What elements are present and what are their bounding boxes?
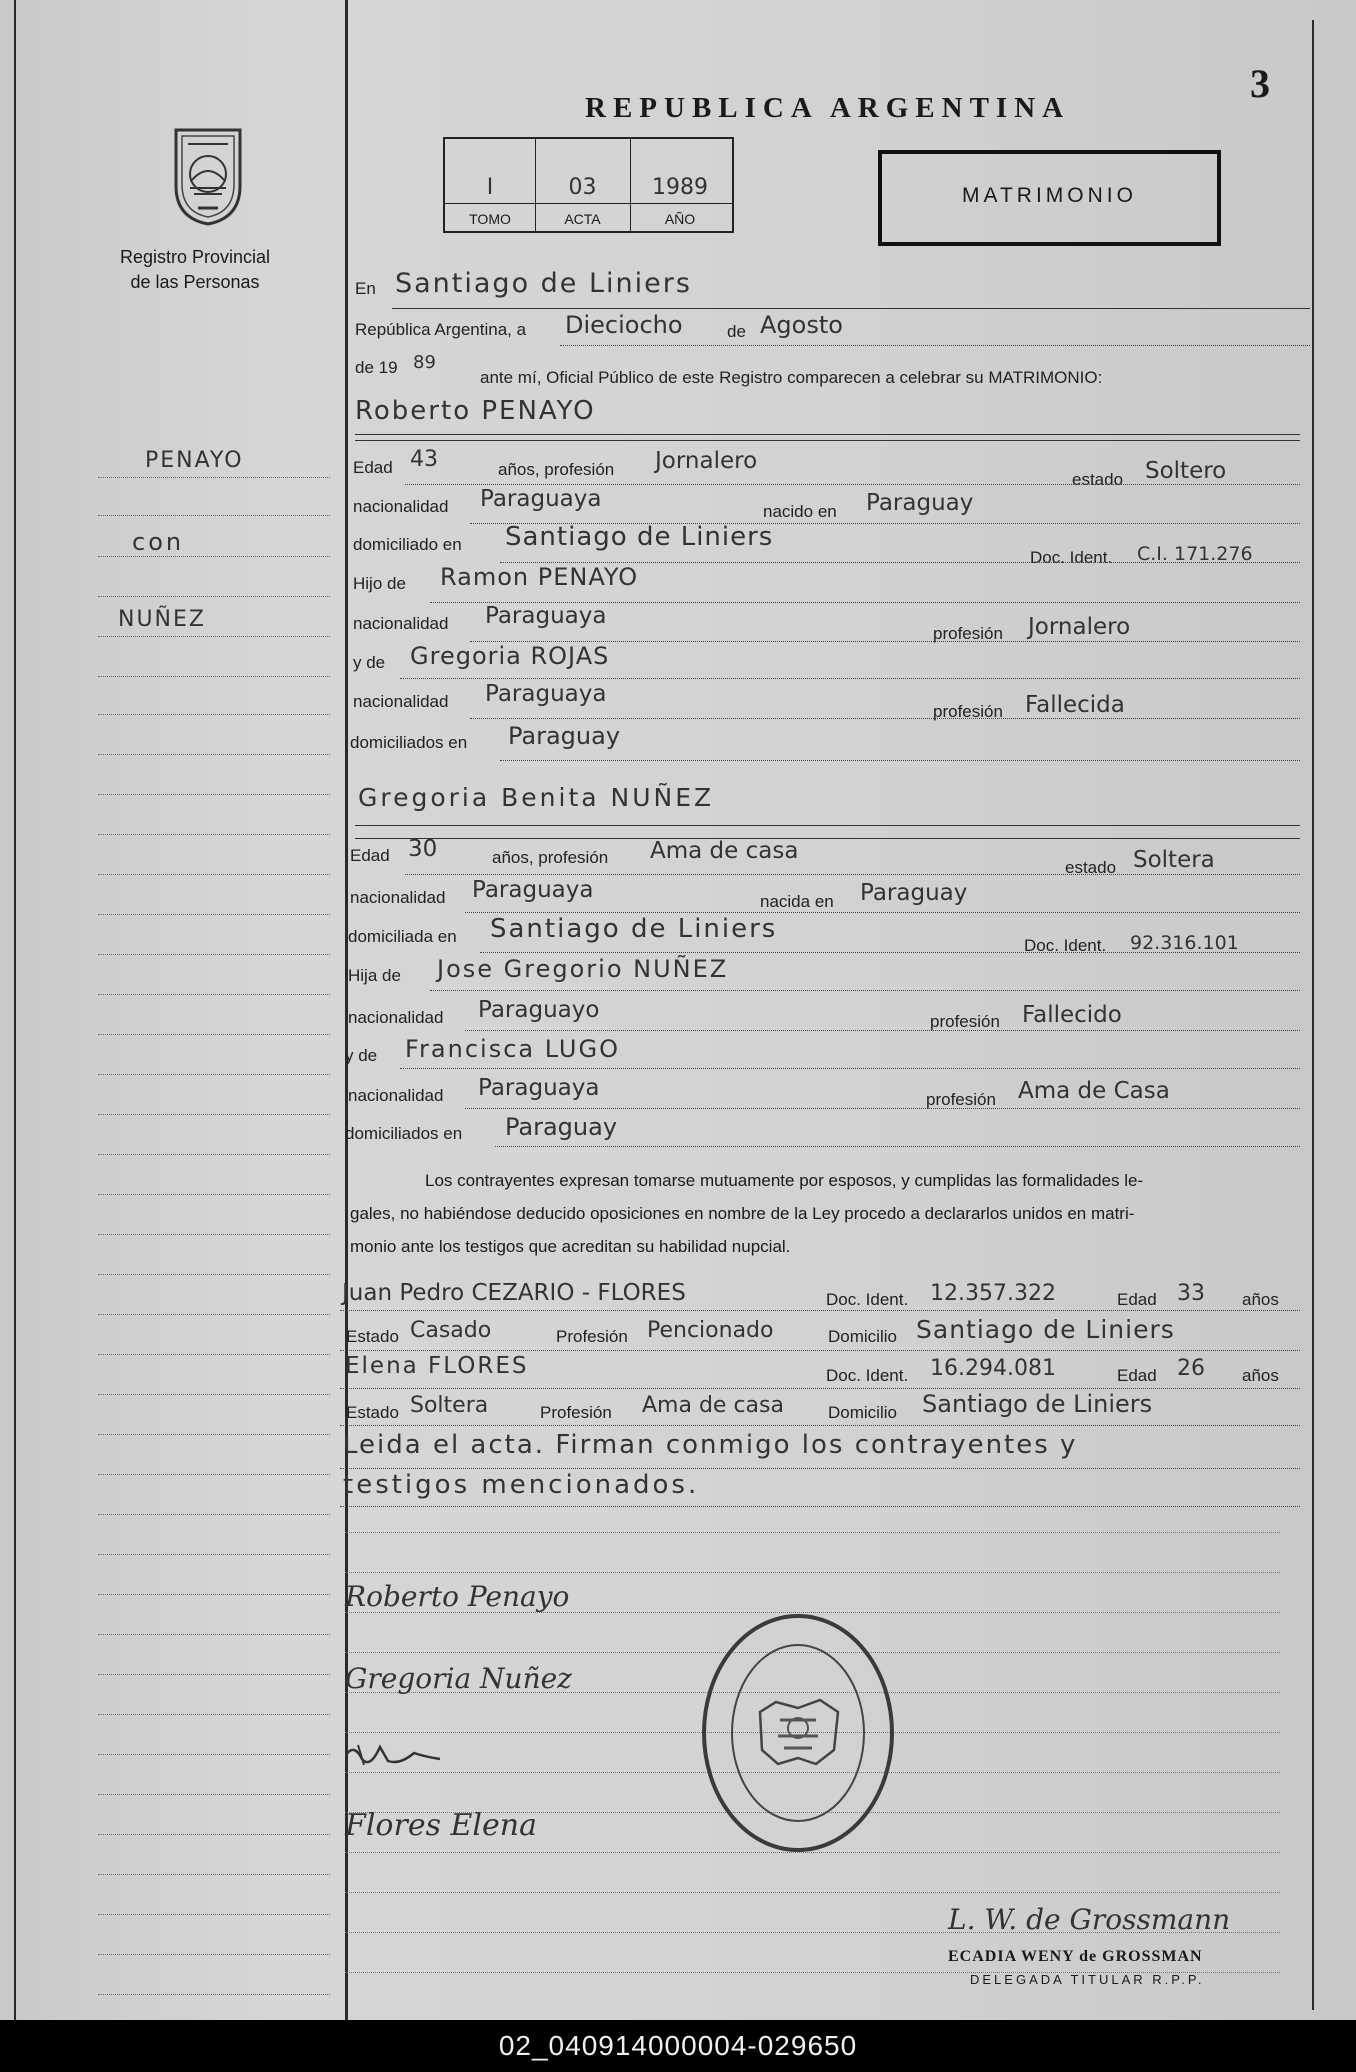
margin-surname-bride: NUÑEZ <box>118 607 206 632</box>
witness2-age: 26 <box>1177 1356 1205 1381</box>
witness2-profession: Ama de casa <box>642 1393 784 1418</box>
witness1-domicile: Santiago de Liniers <box>916 1315 1175 1344</box>
ano-value: 1989 <box>652 175 708 200</box>
groom-age: 43 <box>410 447 438 472</box>
groom-mother: Gregoria ROJAS <box>410 642 610 670</box>
bride-document: 92.316.101 <box>1130 932 1239 954</box>
bride-mother: Francisca LUGO <box>405 1035 620 1063</box>
signature-groom: Roberto Penayo <box>345 1580 570 1613</box>
act-type-label: MATRIMONIO <box>962 184 1137 207</box>
bride-nationality: Paraguaya <box>472 877 594 903</box>
witness1-name: Juan Pedro CEZARIO - FLORES <box>342 1280 686 1306</box>
witness1-profession: Pencionado <box>647 1318 774 1343</box>
signature-bride: Gregoria Nuñez <box>345 1662 572 1695</box>
official-stamp-icon <box>700 1612 896 1854</box>
right-border <box>1312 20 1314 2010</box>
groom-document: C.I. 171.276 <box>1137 543 1253 565</box>
acta-value: 03 <box>568 175 597 200</box>
registry-name: Registro Provincial de las Personas <box>120 247 271 292</box>
signature-witness2: Flores Elena <box>345 1808 537 1843</box>
witness1-status: Casado <box>410 1318 492 1343</box>
groom-father-profession: Jornalero <box>1028 614 1131 640</box>
bride-father-nationality: Paraguayo <box>478 997 600 1023</box>
groom-name: Roberto PENAYO <box>355 396 596 426</box>
groom-birthplace: Paraguay <box>866 490 974 516</box>
bride-father-profession: Fallecido <box>1022 1002 1122 1028</box>
groom-mother-profession: Fallecida <box>1025 692 1125 718</box>
groom-father-nationality: Paraguaya <box>485 603 607 629</box>
tomo-value: I <box>486 175 494 200</box>
officer-title: DELEGADA TITULAR R.P.P. <box>970 1972 1205 1987</box>
ano-label: AÑO <box>664 211 696 227</box>
witness1-age: 33 <box>1177 1281 1205 1306</box>
left-border <box>14 0 16 2020</box>
officer-name: ECADIA WENY de GROSSMAN <box>948 1948 1203 1965</box>
groom-domicile: Santiago de Liniers <box>505 522 774 552</box>
margin-connector: con <box>132 528 185 556</box>
bride-profession: Ama de casa <box>650 838 799 864</box>
ceremony-day: Dieciocho <box>565 311 683 339</box>
groom-mother-nationality: Paraguaya <box>485 681 607 707</box>
bride-name: Gregoria Benita NUÑEZ <box>358 783 715 812</box>
witness2-status: Soltera <box>410 1393 489 1418</box>
witness2-document: 16.294.081 <box>930 1356 1056 1381</box>
certificate-page: 3 REPUBLICA ARGENTINA Registro Provincial de las Personas I TOMO 03 ACTA 1989 AÑO MATRIMONIO PENAYO con NUÑEZ En Santiago de Liniers República Argentina, a Dieciocho de Agosto de 19 89 ante mí, Oficial Público de este Registro comparecen a celebrar su MATRIMONIO: Roberto PENAYO Edad 43 años, profesión Jornalero estado Soltero nacionalidad Paraguaya nacido en Paraguay domiciliado en Santiago de Liniers Doc. Ident. C.I. 171.276 Hijo de Ramon PENAYO nacionalidad Paraguaya profesión Jornalero y de Gregoria ROJAS nacionalidad Paraguaya profesión Fallecida domiciliados en Paraguay Gregoria Benita NUÑEZ Edad 30 años, profesión Ama de casa estado Soltera nacionalidad Paraguaya nacida en Paraguay domiciliada en Santiago de Liniers Doc. Ident. 92.316.101 Hija de Jose Gregorio NUÑEZ nacionalidad Paraguayo profesión Fallecido y de Francisca LUGO nacionalidad Paraguaya profesión Ama de Casa domiciliados en Paraguay Los contrayentes expresan tomarse mutuamente por esposos, y cumplidas las formalidades le- gales, no habiéndose deducido oposiciones en nombre de la Ley procedo a declararlos unidos en matri- monio ante los testigos que acreditan su habilidad nupcial. Juan Pedro CEZARIO - FLORES Doc. Ident. 12.357.322 Edad 33 años Estado Casado Profesión Pencionado Domicilio Santiago de Liniers Elena FLORES Doc. Ident. 16.294.081 Edad 26 años Estado Soltera Profesión Ama de casa Domicilio Santiago de Liniers Leida el acta. Firman conmigo los contrayentes y testigos mencionados. Roberto Penayo Gregoria Nuñez Flores Elena L. W. de Grossmann ECADIA WENY de GROSSMAN DELEGADA TITULAR R.P.P. <box>0 0 1356 2020</box>
groom-nationality: Paraguaya <box>480 486 602 512</box>
bride-father: Jose Gregorio NUÑEZ <box>437 955 729 983</box>
ceremony-year: 89 <box>413 352 436 373</box>
margin-surname-groom: PENAYO <box>145 448 244 473</box>
provincial-seal-icon <box>168 122 248 228</box>
ceremony-place: Santiago de Liniers <box>395 268 692 299</box>
tomo-label: TOMO <box>469 211 511 227</box>
groom-profession: Jornalero <box>655 448 758 474</box>
page-number: 3 <box>1250 61 1270 106</box>
witness2-name: Elena FLORES <box>345 1353 529 1379</box>
ceremony-month: Agosto <box>760 311 843 339</box>
closing-line1: Leida el acta. Firman conmigo los contrayentes y <box>343 1430 1078 1460</box>
bride-mother-nationality: Paraguaya <box>478 1075 600 1101</box>
acta-label: ACTA <box>564 211 601 227</box>
witness1-document: 12.357.322 <box>930 1281 1056 1306</box>
country-heading: REPUBLICA ARGENTINA <box>585 92 1071 124</box>
bride-mother-profession: Ama de Casa <box>1018 1078 1170 1104</box>
bride-parents-domicile: Paraguay <box>505 1113 618 1141</box>
groom-parents-domicile: Paraguay <box>508 722 621 750</box>
footer-id: 02_040914000004-029650 <box>0 2020 1356 2072</box>
ceremony-statement: ante mí, Oficial Público de este Registro comparecen a celebrar su MATRIMONIO: <box>480 368 1103 387</box>
officer-signature: L. W. de Grossmann <box>948 1903 1231 1936</box>
witness2-domicile: Santiago de Liniers <box>922 1390 1153 1418</box>
record-number-box <box>443 137 734 233</box>
declaration-text: Los contrayentes expresan tomarse mutuamente por esposos, y cumplidas las formalidades le- gales, no habiéndose deducido oposiciones en nombre de la Ley procedo a declararlos unidos en matri- monio ante los testigos que acreditan su habilidad nupcial. <box>350 1171 1144 1256</box>
bride-domicile: Santiago de Liniers <box>490 914 778 944</box>
act-type-box <box>878 150 1221 246</box>
signature-witness1-mark <box>340 1735 450 1775</box>
closing-line2: testigos mencionados. <box>343 1470 700 1500</box>
bride-birthplace: Paraguay <box>860 880 968 906</box>
groom-status: Soltero <box>1145 458 1227 484</box>
bride-status: Soltera <box>1133 847 1215 873</box>
groom-father: Ramon PENAYO <box>440 563 639 591</box>
bride-age: 30 <box>408 836 438 862</box>
